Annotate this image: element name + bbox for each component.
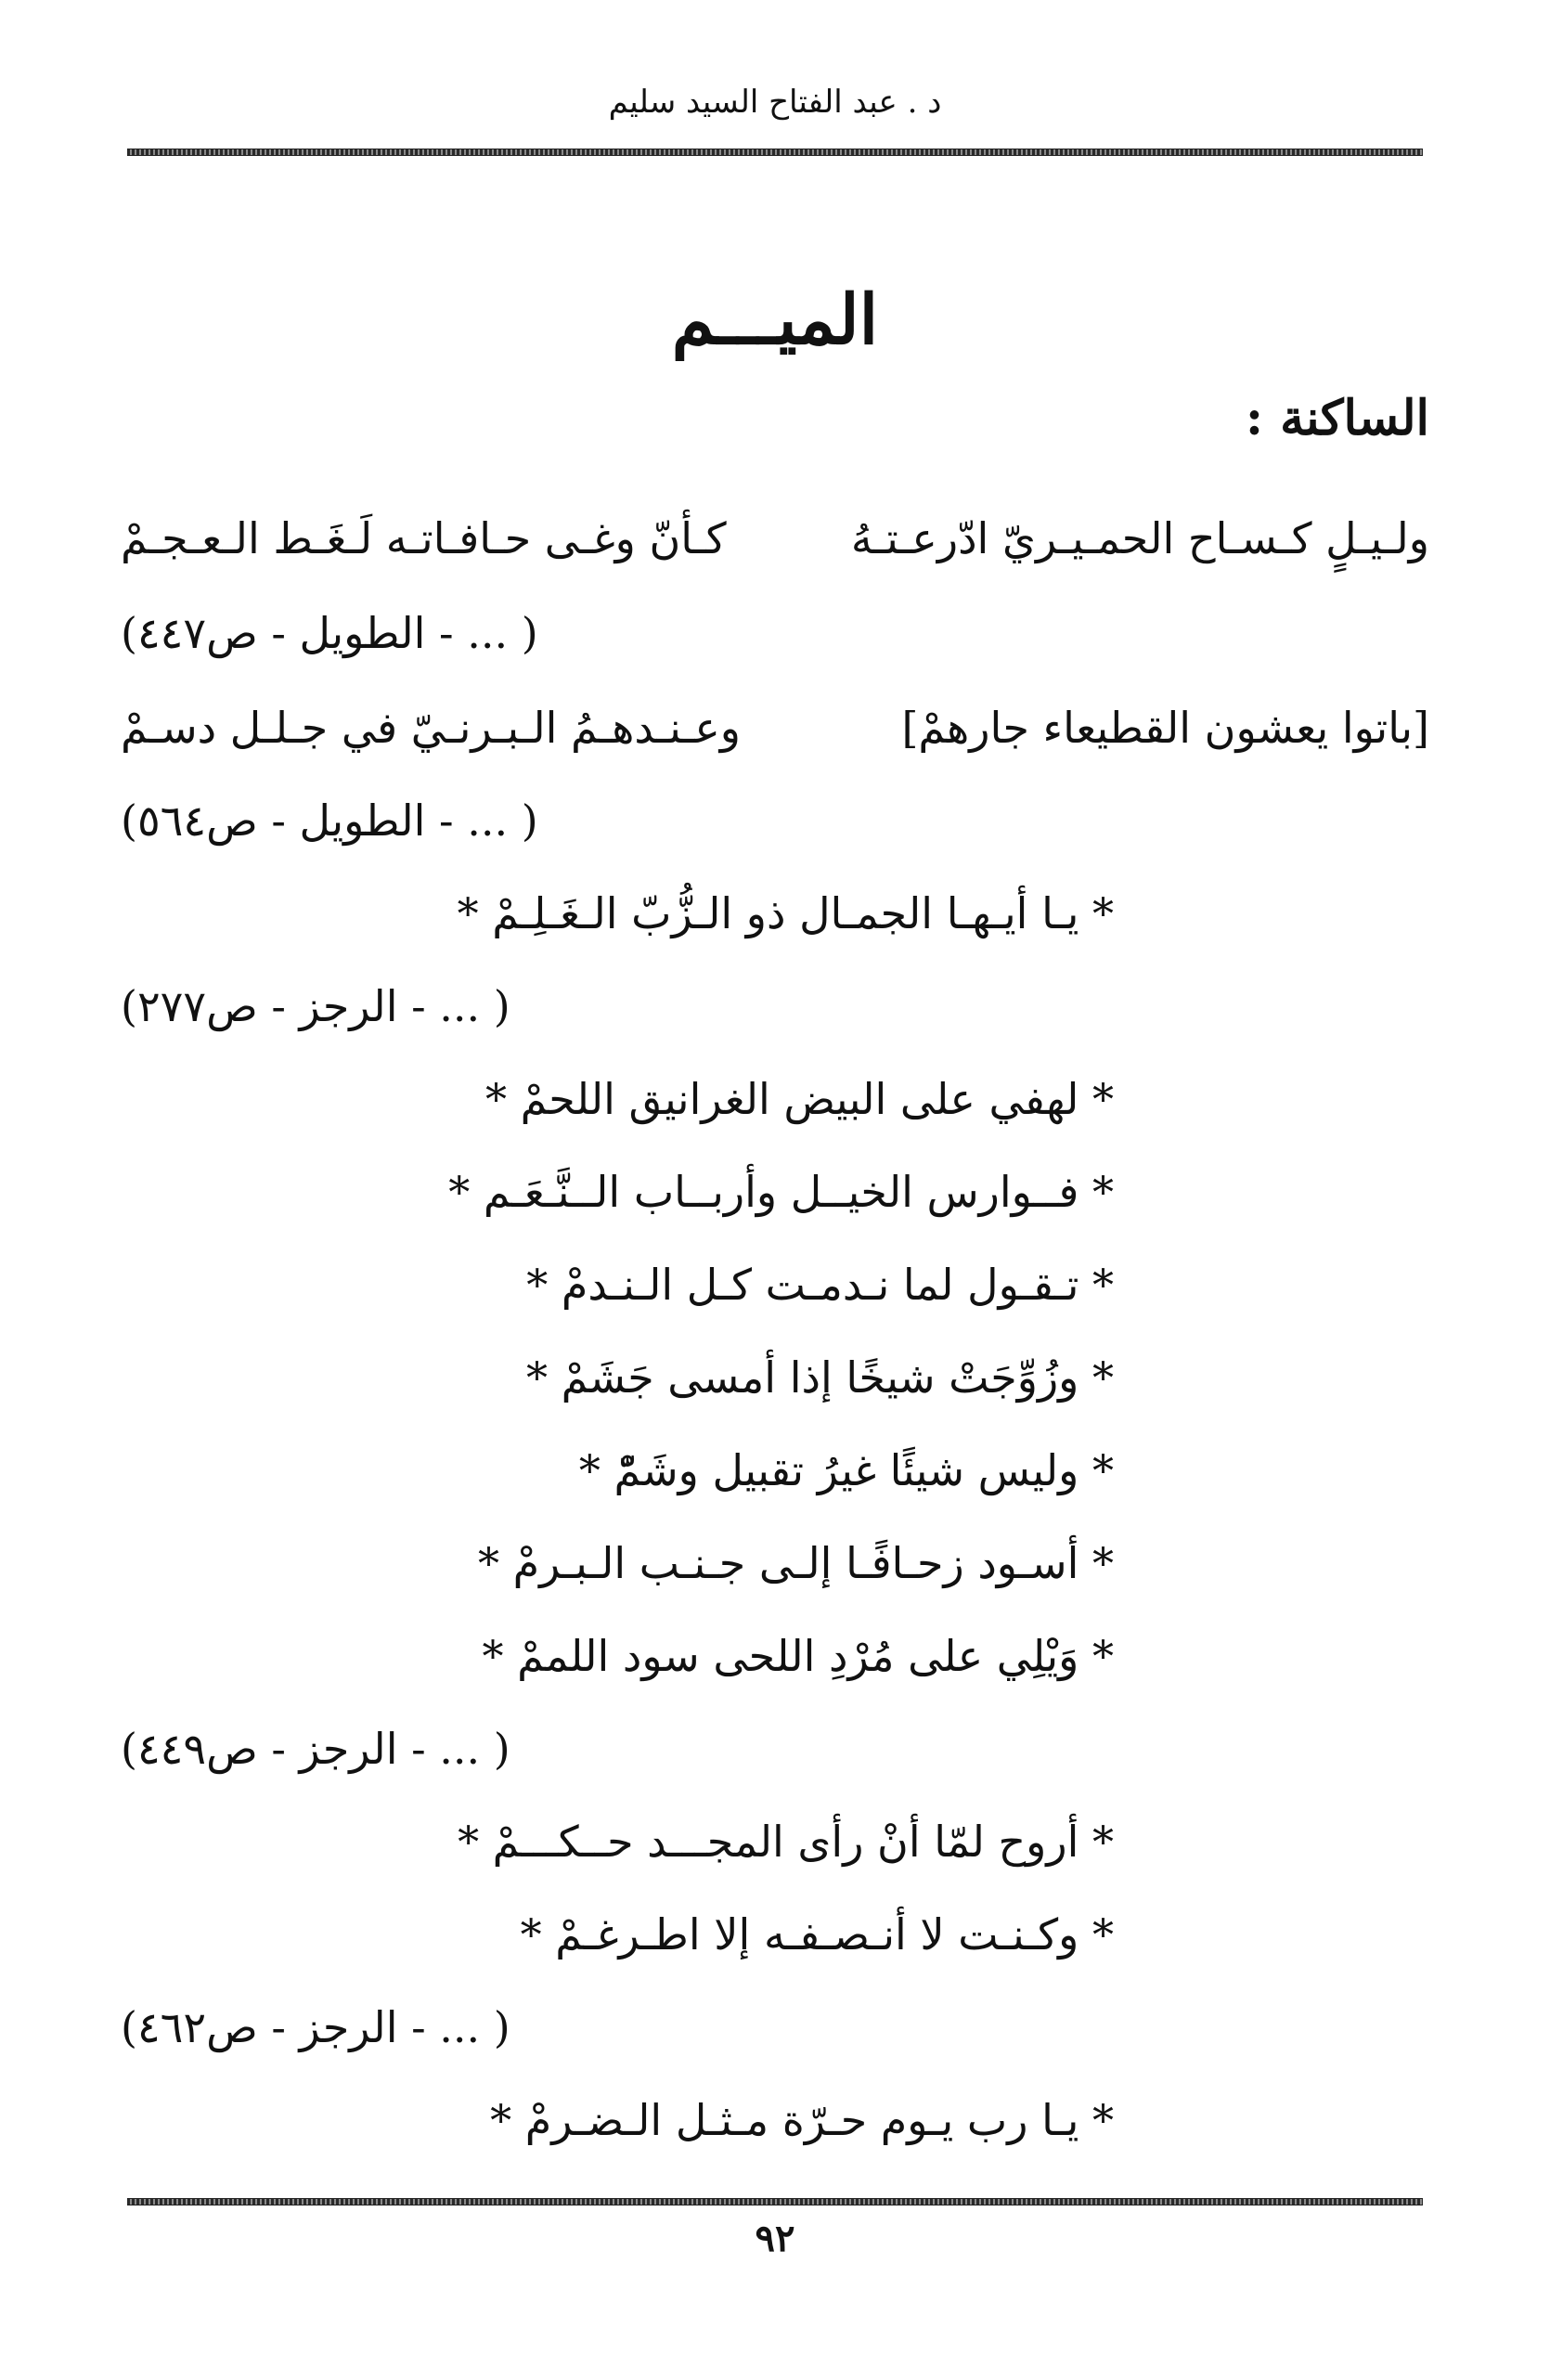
rajaz-line-8: * وَيْلِي على مُرْدِ اللحى سود اللممْ * [482, 1631, 1114, 1681]
rajaz-line-10: * وكـنـت لا أنـصـفـه إلا اطـرغـمْ * [520, 1909, 1114, 1960]
top-rule [127, 149, 1423, 156]
rajaz-line-3: * فــوارس الخيــل وأربــاب الــنَّـعَـم * [448, 1167, 1114, 1217]
rajaz-line-11: * يـا رب يـوم حـرّة مـثـل الـضـرمْ * [490, 2095, 1114, 2145]
rajaz-line-4: * تـقـول لما نـدمـت كـل الـنـدمْ * [526, 1260, 1114, 1310]
page-number: ٩٢ [755, 2217, 795, 2260]
verse-1-reference: ( ... - الطويل - ص٤٤٧) [121, 608, 538, 658]
rajaz-line-6: * وليس شيئًا غيرُ تقبيل وشَمّْ * [578, 1445, 1114, 1495]
bottom-rule [127, 2198, 1423, 2205]
rajaz-reference-2: ( ... - الرجز - ص٤٤٩) [121, 1724, 510, 1774]
verse-2-reference: ( ... - الطويل - ص٥٦٤) [121, 795, 538, 846]
rajaz-line-1: * يـا أيـهـا الجمـال ذو الـزُّبّ الـغَـلِـمْ * [457, 888, 1114, 938]
section-heading: الساكنة : [1245, 390, 1429, 446]
verse-1-first-hemistich: ولـيـلٍ كـسـاح الحمـيـريّ ادّرعـتـهُ [850, 513, 1429, 563]
rajaz-reference-3: ( ... - الرجز - ص٤٦٢) [121, 2002, 510, 2052]
chapter-title: الميـــم [671, 280, 879, 360]
rajaz-line-7: * أسـود زحـافًـا إلـى جـنـب الـبـرمْ * [478, 1538, 1114, 1588]
running-head: د . عبد الفتاح السيد سليم [608, 84, 942, 121]
rajaz-reference-1: ( ... - الرجز - ص٢٧٧) [121, 981, 510, 1031]
verse-1-second-hemistich: كـأنّ وغـى حـافـاتـه لَـغَـط الـعـجـمْ [121, 513, 727, 563]
verse-2-first-hemistich: [باتوا يعشون القطيعاء جارهمْ] [901, 703, 1429, 753]
rajaz-line-9: * أروح لمّا أنْ رأى المجـــد حــكـــمْ * [458, 1817, 1114, 1867]
rajaz-line-2: * لهفي على البيض الغرانيق اللحمْ * [484, 1074, 1114, 1124]
verse-2-second-hemistich: وعـنـدهـمُ الـبـرنـيّ في جـلـل دسـمْ [121, 703, 742, 753]
rajaz-line-5: * وزُوِّجَتْ شيخًا إذا أمسى جَشَمْ * [525, 1352, 1114, 1403]
